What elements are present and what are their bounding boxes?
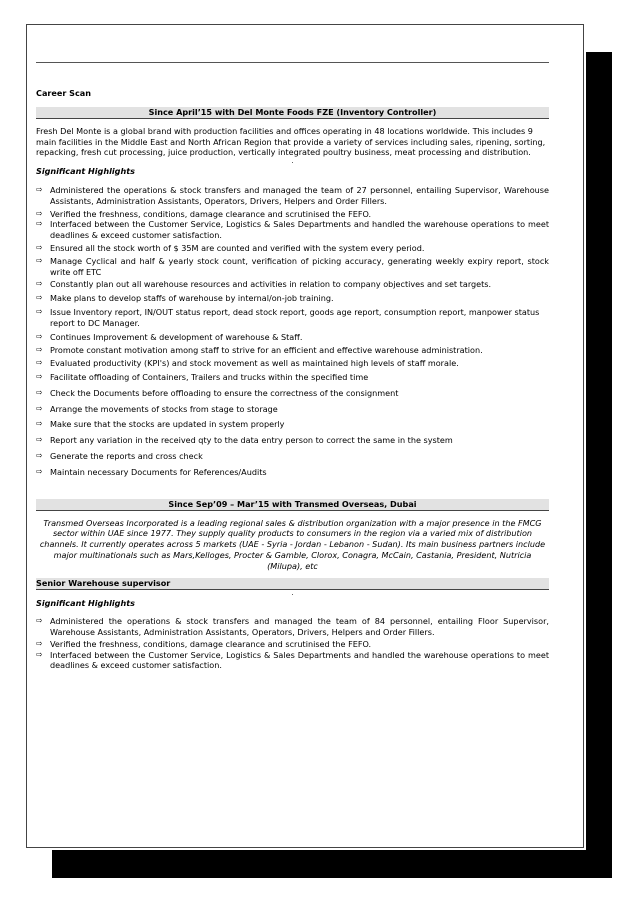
bullet-text: Ensured all the stock worth of $ 35M are counted and verified with the system every period.: [50, 242, 425, 253]
bullet-text: Interfaced between the Customer Service, Logistics & Sales Departments and handled the warehouse operations to meet deadlines & exceed customer satisfaction.: [50, 649, 549, 671]
bullet-text: Promote constant motivation among staff to strive for an efficient and effective warehouse administration.: [50, 345, 483, 356]
hollow-right-arrow-icon: ⇨: [36, 387, 43, 397]
list-item: [36, 419, 549, 430]
job1-dot: .: [291, 157, 294, 166]
list-item: [36, 404, 549, 415]
bullet-text: Generate the reports and cross check: [50, 450, 203, 461]
document-content: [36, 88, 549, 671]
bullet-text: Maintain necessary Documents for References/Audits: [50, 466, 267, 477]
bullet-text: Verified the freshness, conditions, damage clearance and scrutinised the FEFO.: [50, 638, 372, 649]
job2-banner: Since Sep’09 – Mar’15 with Transmed Overseas, Dubai: [36, 499, 549, 511]
section-title: Career Scan: [36, 88, 92, 98]
list-item: [36, 293, 549, 304]
job1-highlights-label: Significant Highlights: [36, 166, 135, 177]
hollow-right-arrow-icon: ⇨: [36, 649, 43, 659]
list-item: [36, 358, 549, 369]
hollow-right-arrow-icon: ⇨: [36, 331, 43, 341]
list-item: [36, 185, 549, 207]
page-shadow-bottom: [52, 850, 612, 878]
hollow-right-arrow-icon: ⇨: [36, 242, 43, 252]
hollow-right-arrow-icon: ⇨: [36, 616, 43, 626]
hollow-right-arrow-icon: ⇨: [36, 435, 43, 445]
hollow-right-arrow-icon: ⇨: [36, 345, 43, 355]
list-item: [36, 219, 549, 241]
bullet-text: Administered the operations & stock transfers and managed the team of 84 personnel, entailing Floor Supervisor, Warehouse Assistants, Administration Assistants, Operators, Drivers, Helpers and Order Fillers.: [50, 616, 549, 638]
list-item: [36, 435, 549, 446]
job1-banner: Since April’15 with Del Monte Foods FZE (Inventory Controller): [36, 107, 549, 119]
hollow-right-arrow-icon: ⇨: [36, 638, 43, 648]
list-item: [36, 332, 549, 343]
bullet-text: Make sure that the stocks are updated in system properly: [50, 419, 285, 430]
bullet-text: Continues Improvement & development of warehouse & Staff.: [50, 331, 303, 342]
bullet-text: Make plans to develop staffs of warehouse by internal/on-job training.: [50, 293, 334, 304]
bullet-text: Report any variation in the received qty to the data entry person to correct the same in the system: [50, 435, 453, 446]
job2-dot: .: [291, 588, 294, 597]
bullet-text: Administered the operations & stock transfers and managed the team of 27 personnel, entailing Supervisor, Warehouse Assistants, Administration Assistants, Operators, Drivers, Helpers and Order Fillers.: [50, 184, 549, 206]
hollow-right-arrow-icon: ⇨: [36, 279, 43, 289]
list-item: [36, 388, 549, 399]
list-item: [36, 650, 549, 672]
list-item: [36, 345, 549, 356]
hollow-right-arrow-icon: ⇨: [36, 450, 43, 460]
bullet-text: Check the Documents before offloading to ensure the correctness of the consignment: [50, 387, 399, 398]
hollow-right-arrow-icon: ⇨: [36, 371, 43, 381]
bullet-text: Manage Cyclical and half & yearly stock count, verification of picking accuracy, generating weekly expiry report, stock write off ETC: [50, 255, 549, 277]
hollow-right-arrow-icon: ⇨: [36, 293, 43, 303]
list-item: [36, 639, 549, 650]
list-item: [36, 307, 549, 329]
job2-bullet-list: [36, 616, 549, 671]
job1-bullet-list: [36, 185, 549, 478]
hollow-right-arrow-icon: ⇨: [36, 306, 43, 316]
list-item: [36, 256, 549, 278]
job1-intro: Fresh Del Monte is a global brand with production facilities and offices operating in 48 locations worldwide. This includes 9 main facilities in the Middle East and North African Region that provide a variety of services including sales, ripening, sorting, repacking, fresh cut processing, juice production, vertically integrated poultry business, meat processing and distribution.: [36, 125, 546, 158]
bullet-text: Verified the freshness, conditions, damage clearance and scrutinised the FEFO.: [50, 208, 372, 219]
bullet-text: Arrange the movements of stocks from stage to storage: [50, 403, 278, 414]
bullet-text: Constantly plan out all warehouse resources and activities in relation to company objectives and set targets.: [50, 279, 492, 290]
hollow-right-arrow-icon: ⇨: [36, 255, 43, 265]
list-item: [36, 372, 549, 383]
hollow-right-arrow-icon: ⇨: [36, 419, 43, 429]
bullet-text: Issue Inventory report, IN/OUT status report, dead stock report, goods age report, consumption report, manpower status report to DC Manager.: [50, 306, 540, 328]
hollow-right-arrow-icon: ⇨: [36, 219, 43, 229]
job2-highlights-label: Significant Highlights: [36, 597, 135, 608]
list-item: [36, 243, 549, 254]
hollow-right-arrow-icon: ⇨: [36, 358, 43, 368]
hollow-right-arrow-icon: ⇨: [36, 466, 43, 476]
job2-intro: Transmed Overseas Incorporated is a leading regional sales & distribution organization with a major presence in the FMCG sector within UAE since 1977. They supply quality products to consumers in the region via a varied mix of distribution channels. It currently operates across 5 markets (UAE - Syria - Jordan - Lebanon - Sudan). Its main business partners include major multinationals such as Mars,Kelloges, Procter & Gamble, Clorox, Conagra, McCain, Castania, President, Nutricia (Milupa), etc: [39, 517, 546, 571]
hollow-right-arrow-icon: ⇨: [36, 208, 43, 218]
list-item: [36, 209, 549, 220]
bullet-text: Interfaced between the Customer Service, Logistics & Sales Departments and handled the warehouse operations to meet deadlines & exceed customer satisfaction.: [50, 219, 549, 241]
header-rule: [36, 62, 549, 63]
list-item: [36, 451, 549, 462]
list-item: [36, 279, 549, 290]
job2-role: Senior Warehouse supervisor: [36, 578, 549, 590]
page-shadow-right: [586, 52, 612, 878]
bullet-text: Evaluated productivity (KPI's) and stock movement as well as maintained high levels of staff morale.: [50, 358, 459, 369]
list-item: [36, 616, 549, 638]
list-item: [36, 467, 549, 478]
bullet-text: Facilitate offloading of Containers, Trailers and trucks within the specified time: [50, 371, 369, 382]
hollow-right-arrow-icon: ⇨: [36, 184, 43, 194]
hollow-right-arrow-icon: ⇨: [36, 403, 43, 413]
